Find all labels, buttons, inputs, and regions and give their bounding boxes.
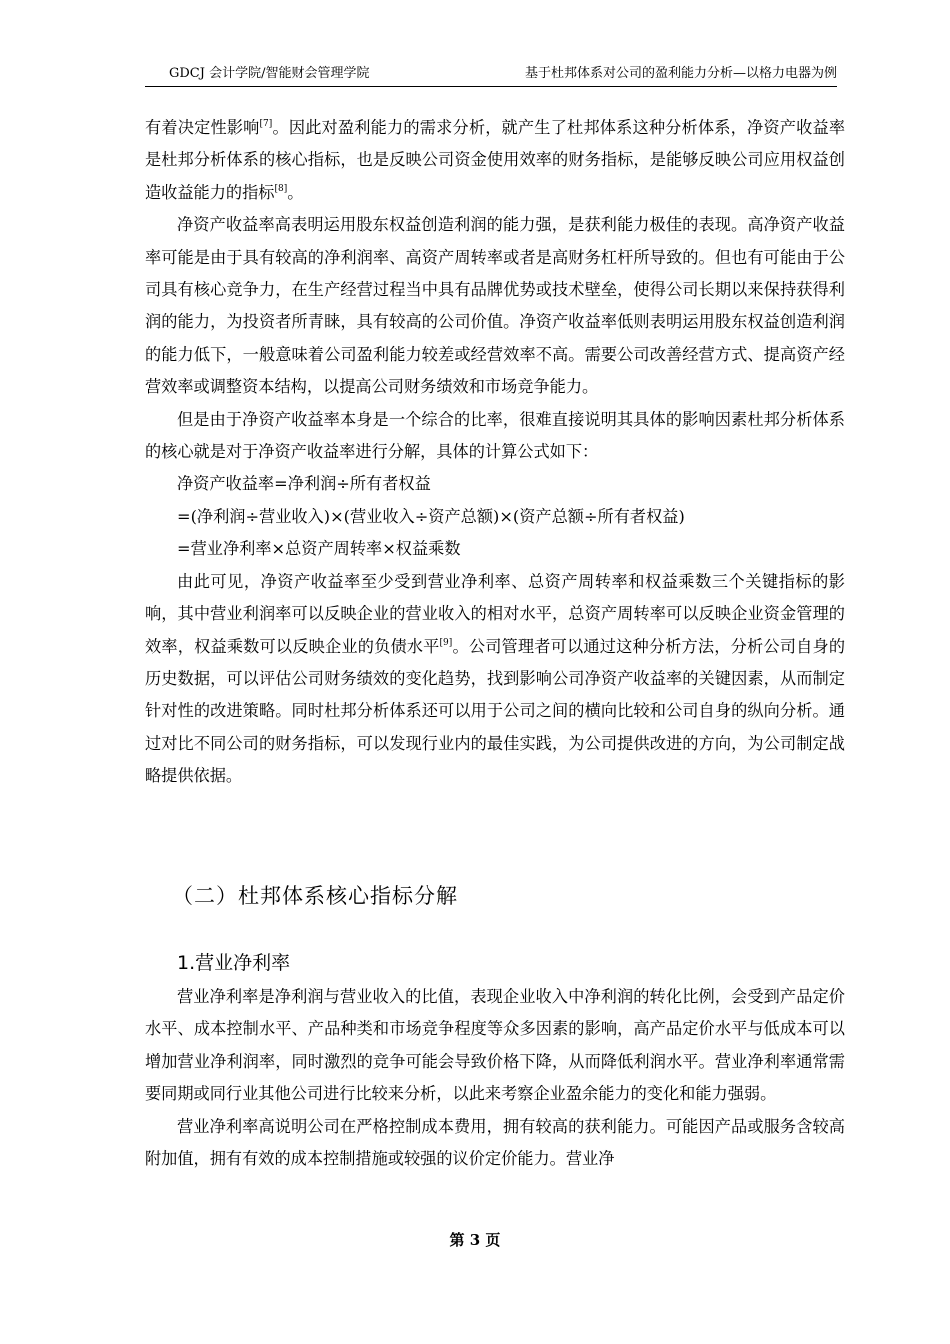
paragraph: 营业净利率是净利润与营业收入的比值，表现企业收入中净利润的转化比例，会受到产品定价水平、成本控制水平、产品种类和市场竞争程度等众多因素的影响，高产品定价水平与低成本可以增加营业净利润率，同时激烈的竞争可能会导致价格下降，从而降低利润水平。营业净利率通常需要同期或同行业其他公司进行比较来分析，以此来考察企业盈余能力的变化和能力强弱。 [145,987,845,1104]
citation: [8] [274,183,288,194]
citation: [9] [439,637,453,648]
formula-line: =(净利润÷营业收入)×(营业收入÷资产总额)×(资产总额÷所有者权益) [177,506,685,526]
paragraph: 净资产收益率高表明运用股东权益创造利润的能力强，是获利能力极佳的表现。高净资产收益率可能是由于具有较高的净利润率、高资产周转率或者是高财务杠杆所导致的。但也有可能由于公司具有核心竞争力，在生产经营过程当中具有品牌优势或技术壁垒，使得公司长期以来保持获得利润的能力，为投资者所青睐，具有较高的公司价值。净资产收益率低则表明运用股东权益创造利润的能力低下，一般意味着公司盈利能力较差或经营效率不高。需要公司改善经营方式、提高资产经营效率或调整资本结构，以提高公司财务绩效和市场竞争能力。 [145,215,845,397]
subsection-heading: 1.营业净利率 [177,952,291,974]
paragraph-text: 。因此对盈利能力的需求分析，就产生了杜邦体系这种分析体系，净资产收益率是杜邦分析体系的核心指标，也是反映公司资金使用效率的财务指标，是能够反映公司应用权益创造收益能力的指标 [145,118,846,202]
section-heading: （二）杜邦体系核心指标分解 [172,884,458,908]
header-right-text: 基于杜邦体系对公司的盈利能力分析—以格力电器为例 [524,66,837,81]
paragraph-text: 由此可见，净资产收益率至少受到营业净利率、总资产周转率和权益乘数三个关键指标的影响，其中营业利润率可以反映企业的营业收入的相对水平，总资产周转率可以反映企业资金管理的效率，权益乘数可以反映企业的负债水平 [145,571,845,656]
paragraph-text: 。 [287,182,304,202]
formula-line: 净资产收益率=净利润÷所有者权益 [177,474,431,494]
paragraph-text: 。公司管理者可以通过这种分析方法，分析公司自身的历史数据，可以评估公司财务绩效的变化趋势，找到影响公司净资产收益率的关键因素，从而制定针对性的改进策略。同时杜邦分析体系还可以用于公司之间的横向比较和公司自身的纵向分析。通过对比不同公司的财务指标，可以发现行业内的最佳实践，为公司提供改进的方向，为公司制定战略提供依据。 [145,636,846,786]
paragraph: 营业净利率高说明公司在严格控制成本费用，拥有较高的获利能力。可能因产品或服务含较高附加值，拥有有效的成本控制措施或较强的议价定价能力。营业净 [145,1116,845,1169]
paragraph: 但是由于净资产收益率本身是一个综合的比率，很难直接说明其具体的影响因素杜邦分析体系的核心就是对于净资产收益率进行分解，具体的计算公式如下： [145,409,845,462]
section1-body [145,112,845,793]
paragraph [145,566,845,793]
paragraph-text: 有着决定性影响 [145,118,260,137]
page-header [145,64,837,87]
section2-body [145,981,845,1175]
formula-line: =营业净利率×总资产周转率×权益乘数 [177,539,461,559]
header-left-text: GDCJ 会计学院/智能财会管理学院 [169,66,370,81]
citation: [7] [259,119,273,129]
paragraph [145,112,845,209]
page-number: 第 3 页 [449,1231,501,1249]
